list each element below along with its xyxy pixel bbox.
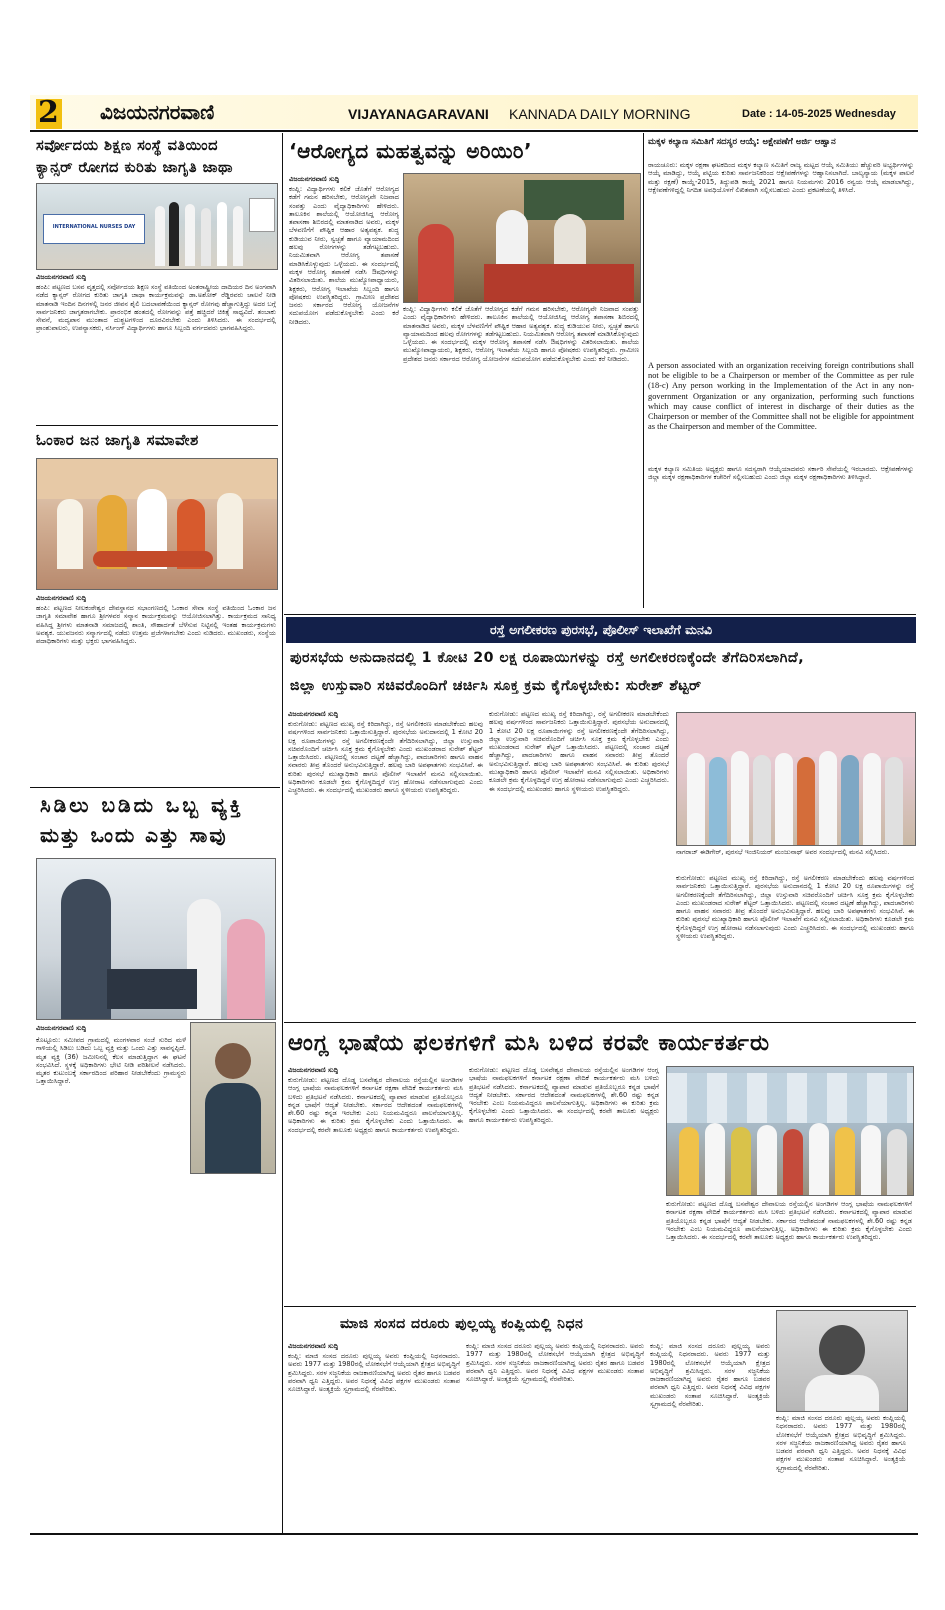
headline: ಓಂಕಾರ ಜನ ಜಾಗೃತಿ ಸಮಾವೇಶ (36, 431, 199, 449)
person-figure (863, 753, 881, 845)
person-figure (679, 1127, 699, 1195)
person-figure (57, 499, 83, 569)
article8-headline: ಮಾಜಿ ಸಂಸದ ದರೂರು ಪುಲ್ಲಯ್ಯ ಕಂಪ್ಲಿಯಲ್ಲಿ ನಿಧನ (340, 1316, 584, 1332)
person-figure (217, 493, 243, 569)
person-figure (757, 1125, 777, 1195)
person-figure (841, 755, 859, 845)
article-body-col3: ಕಂಪ್ಲಿ: ಮಾಜಿ ಸಂಸದ ದರೂರು ಪುಲ್ಲಯ್ಯ ಅವರು ಕಂಪ್ಲಿಯಲ್ಲಿ ನಿಧನರಾದರು. ಅವರು 1977 ಮತ್ತು 1980ರಲ್ಲಿ ಲೋಕಸಭೆಗೆ ಆಯ್ಕೆಯಾಗಿ ಕ್ಷೇತ್ರದ ಅಭಿವೃದ್ಧಿಗೆ ಶ್ರಮಿಸಿದ್ದರು. ಸರಳ ಸಜ್ಜನಿಕೆಯ ರಾಜಕಾರಣಿಯಾಗಿದ್ದ ಅವರು ರೈತರ ಹಾಗೂ ಬಡವರ ಪರವಾಗಿ ಧ್ವನಿ ಎತ್ತಿದ್ದರು. ಅವರ ನಿಧನಕ್ಕೆ ವಿವಿಧ ಪಕ್ಷಗಳ ಮುಖಂಡರು ಸಂತಾಪ ಸೂಚಿಸಿದ್ದಾರೆ. ಅಂತ್ಯಕ್ರಿಯೆ ಸ್ವಗ್ರಾಮದಲ್ಲಿ ನೆರವೇರಿತು. (650, 1342, 770, 1409)
article-divider (284, 1022, 916, 1023)
memorandum-photo (676, 712, 916, 846)
headline: ಮಕ್ಕಳ ಕಲ್ಯಾಣ ಸಮಿತಿಗೆ ಸದಸ್ಯರ ಆಯ್ಕೆ: ಅಕ್ಷೇಪಣೆಗೆ ಅರ್ಜಿ ಆಹ್ವಾನ (648, 137, 836, 147)
person-figure (217, 202, 227, 266)
byline: ವಿಜಯನಗರವಾಣಿ ಸುದ್ದಿ (288, 710, 339, 718)
hospital-photo (36, 858, 276, 1020)
column-rule-left (282, 133, 283, 1533)
article-divider (30, 787, 280, 788)
masthead-date: Date : 14-05-2025 Wednesday (742, 108, 896, 120)
article-lightning-death (36, 790, 278, 1540)
person-figure (783, 1129, 803, 1195)
person-figure (797, 757, 815, 845)
person-figure (887, 1129, 907, 1195)
person-figure (418, 224, 454, 302)
masthead-title-english: VIJAYANAGARAVANI (348, 106, 489, 122)
headline-line-2: ಕ್ಯಾನ್ಸರ್ ರೋಗದ ಕುರಿತು ಜಾಗೃತಿ ಜಾಥಾ (36, 160, 233, 176)
article-body-col1: ಕುರುಗೋಡು: ಪಟ್ಟಣದ ಮುಖ್ಯ ರಸ್ತೆ ಕಿರಿದಾಗಿದ್ದು, ರಸ್ತೆ ಅಗಲೀಕರಣ ಮಾಡಬೇಕೆಂದು ಹಲವು ವರ್ಷಗಳಿಂದ ಸಾರ್ವಜನಿಕರು ಒತ್ತಾಯಿಸುತ್ತಿದ್ದಾರೆ. ಪುರಸಭೆಯ ಅನುದಾನದಲ್ಲಿ 1 ಕೋಟಿ 20 ಲಕ್ಷ ರೂಪಾಯಿಗಳನ್ನು ರಸ್ತೆ ಅಗಲೀಕರಣಕ್ಕೆಂದೇ ತೆಗೆದಿರಿಸಲಾಗಿದ್ದು, ಜಿಲ್ಲಾ ಉಸ್ತುವಾರಿ ಸಚಿವರೊಂದಿಗೆ ಚರ್ಚಿಸಿ ಸೂಕ್ತ ಕ್ರಮ ಕೈಗೊಳ್ಳಬೇಕು ಎಂದು ಮುಖಂಡರಾದ ಸುರೇಶ್ ಶೆಟ್ಟರ್ ಒತ್ತಾಯಿಸಿದರು. ಪಟ್ಟಣದಲ್ಲಿ ಸಂಚಾರ ದಟ್ಟಣೆ ಹೆಚ್ಚಾಗಿದ್ದು, ಪಾದಚಾರಿಗಳು ಹಾಗೂ ವಾಹನ ಸವಾರರು ತೀವ್ರ ತೊಂದರೆ ಅನುಭವಿಸುತ್ತಿದ್ದಾರೆ. ಹಲವು ಬಾರಿ ಅಪಘಾತಗಳು ಸಂಭವಿಸಿವೆ. ಈ ಕುರಿತು ಪುರಸಭೆ ಮುಖ್ಯಾಧಿಕಾರಿ ಹಾಗೂ ಪೊಲೀಸ್ ಇಲಾಖೆಗೆ ಮನವಿ ಸಲ್ಲಿಸಲಾಯಿತು. ಅಧಿಕಾರಿಗಳು ಕೂಡಲೇ ಕ್ರಮ ಕೈಗೊಳ್ಳದಿದ್ದರೆ ಉಗ್ರ ಹೋರಾಟ ನಡೆಸಲಾಗುವುದು ಎಂದು ಎಚ್ಚರಿಸಿದರು. ಈ ಸಂದರ್ಭದಲ್ಲಿ ಮುಖಂಡರು ಹಾಗೂ ಸ್ಥಳೀಯರು ಉಪಸ್ಥಿತರಿದ್ದರು. (288, 720, 483, 795)
person-figure (705, 1123, 725, 1195)
person-figure (885, 757, 903, 845)
person-figure (169, 202, 179, 266)
shop-signboard (667, 1073, 913, 1123)
article-divider (284, 1306, 916, 1307)
byline: ವಿಜಯನಗರವಾಣಿ ಸುದ್ದಿ (36, 1024, 87, 1032)
masthead-tagline: KANNADA DAILY MORNING (509, 106, 691, 122)
health-camp-photo (403, 173, 641, 303)
headline-line-1: ಸರ್ವೋದಯ ಶಿಕ್ಷಣ ಸಂಸ್ಥೆ ವತಿಯಿಂದ (36, 138, 218, 154)
person-figure (809, 1123, 829, 1195)
article-health-importance (285, 133, 640, 613)
article7-headline: ಆಂಗ್ಲ ಭಾಷೆಯ ಫಲಕಗಳಿಗೆ ಮಸಿ ಬಳಿದ ಕರವೇ ಕಾರ್ಯಕರ್ತರು (288, 1030, 771, 1056)
article-body-col2: ಕುರುಗೋಡು: ಪಟ್ಟಣದ ದೊಡ್ಡ ಬಸವೇಶ್ವರ ದೇವಾಲಯ ರಸ್ತೆಯಲ್ಲಿನ ಅಂಗಡಿಗಳ ಆಂಗ್ಲ ಭಾಷೆಯ ನಾಮಫಲಕಗಳಿಗೆ ಕರ್ನಾಟಕ ರಕ್ಷಣಾ ವೇದಿಕೆ ಕಾರ್ಯಕರ್ತರು ಮಸಿ ಬಳಿದು ಪ್ರತಿಭಟನೆ ನಡೆಸಿದರು. ಕರ್ನಾಟಕದಲ್ಲಿ ವ್ಯಾಪಾರ ಮಾಡುವ ಪ್ರತಿಯೊಬ್ಬರೂ ಕನ್ನಡ ಭಾಷೆಗೆ ಆದ್ಯತೆ ನೀಡಬೇಕು. ಸರ್ಕಾರದ ಆದೇಶದಂತೆ ನಾಮಫಲಕಗಳಲ್ಲಿ ಶೇ.60 ರಷ್ಟು ಕನ್ನಡ ಇರಬೇಕು ಎಂಬ ನಿಯಮವಿದ್ದರೂ ಪಾಲನೆಯಾಗುತ್ತಿಲ್ಲ. ಅಧಿಕಾರಿಗಳು ಈ ಕುರಿತು ಕ್ರಮ ಕೈಗೊಳ್ಳಬೇಕು ಎಂದು ಒತ್ತಾಯಿಸಿದರು. ಈ ಸಂದರ್ಭದಲ್ಲಿ ಕರವೇ ತಾಲೂಕು ಅಧ್ಯಕ್ಷರು ಹಾಗೂ ಕಾರ್ಯಕರ್ತರು ಉಪಸ್ಥಿತರಿದ್ದರು. (469, 1066, 659, 1124)
person-figure (185, 204, 195, 266)
headline: ‘ಆರೋಗ್ಯದ ಮಹತ್ವವನ್ನು ಅರಿಯಿರಿ’ (289, 139, 533, 163)
masthead (30, 95, 918, 129)
article-body-col3: ಕುರುಗೋಡು: ಪಟ್ಟಣದ ಮುಖ್ಯ ರಸ್ತೆ ಕಿರಿದಾಗಿದ್ದು, ರಸ್ತೆ ಅಗಲೀಕರಣ ಮಾಡಬೇಕೆಂದು ಹಲವು ವರ್ಷಗಳಿಂದ ಸಾರ್ವಜನಿಕರು ಒತ್ತಾಯಿಸುತ್ತಿದ್ದಾರೆ. ಪುರಸಭೆಯ ಅನುದಾನದಲ್ಲಿ 1 ಕೋಟಿ 20 ಲಕ್ಷ ರೂಪಾಯಿಗಳನ್ನು ರಸ್ತೆ ಅಗಲೀಕರಣಕ್ಕೆಂದೇ ತೆಗೆದಿರಿಸಲಾಗಿದ್ದು, ಜಿಲ್ಲಾ ಉಸ್ತುವಾರಿ ಸಚಿವರೊಂದಿಗೆ ಚರ್ಚಿಸಿ ಸೂಕ್ತ ಕ್ರಮ ಕೈಗೊಳ್ಳಬೇಕು ಎಂದು ಮುಖಂಡರಾದ ಸುರೇಶ್ ಶೆಟ್ಟರ್ ಒತ್ತಾಯಿಸಿದರು. ಪಟ್ಟಣದಲ್ಲಿ ಸಂಚಾರ ದಟ್ಟಣೆ ಹೆಚ್ಚಾಗಿದ್ದು, ಪಾದಚಾರಿಗಳು ಹಾಗೂ ವಾಹನ ಸವಾರರು ತೀವ್ರ ತೊಂದರೆ ಅನುಭವಿಸುತ್ತಿದ್ದಾರೆ. ಹಲವು ಬಾರಿ ಅಪಘಾತಗಳು ಸಂಭವಿಸಿವೆ. ಈ ಕುರಿತು ಪುರಸಭೆ ಮುಖ್ಯಾಧಿಕಾರಿ ಹಾಗೂ ಪೊಲೀಸ್ ಇಲಾಖೆಗೆ ಮನವಿ ಸಲ್ಲಿಸಲಾಯಿತು. ಅಧಿಕಾರಿಗಳು ಕೂಡಲೇ ಕ್ರಮ ಕೈಗೊಳ್ಳದಿದ್ದರೆ ಉಗ್ರ ಹೋರಾಟ ನಡೆಸಲಾಗುವುದು ಎಂದು ಎಚ್ಚರಿಸಿದರು. ಈ ಸಂದರ್ಭದಲ್ಲಿ ಮುಖಂಡರು ಹಾಗೂ ಸ್ಥಳೀಯರು ಉಪಸ್ಥಿತರಿದ್ದರು. (676, 874, 914, 941)
person-body (205, 1083, 261, 1173)
page-number: 2 (38, 95, 59, 130)
banner-text: INTERNATIONAL NURSES DAY (52, 224, 136, 230)
byline: ವಿಜಯನಗರವಾಣಿ ಸುದ್ದಿ (36, 273, 87, 281)
article-divider (284, 614, 916, 615)
person-figure (731, 751, 749, 845)
article-body: ಹಂಪಿ: ಪಟ್ಟಣದ ಬಸವ ವೃತ್ತದಲ್ಲಿ ಸರ್ವೋದಯ ಶಿಕ್ಷಣ ಸಂಸ್ಥೆ ವತಿಯಿಂದ ಅಂತರಾಷ್ಟ್ರೀಯ ದಾದಿಯರ ದಿನ ಅಂಗವಾಗಿ ನಡೆದ ಕ್ಯಾನ್ಸರ್ ರೋಗದ ಕುರಿತು ಜಾಗೃತಿ ಜಾಥಾ ಕಾರ್ಯಕ್ರಮವನ್ನು ಡಾ.ಅಶೋಕ್ ರೆಡ್ಡಿರವರು ಚಾಲನೆ ನೀಡಿ ಮಾತನಾಡಿ ಇಂದಿನ ದಿನಗಳಲ್ಲಿ ಜನರ ಜೀವನ ಶೈಲಿ ಬದಲಾವಣೆಯಿಂದ ಕ್ಯಾನ್ಸರ್ ರೋಗವು ಹೆಚ್ಚಾಗುತ್ತಿದ್ದು ಅದರ ಬಗ್ಗೆ ಸಾರ್ವಜನಿಕರು ಜಾಗೃತರಾಗಬೇಕು. ಪ್ರಾರಂಭಿಕ ಹಂತದಲ್ಲಿ ರೋಗವನ್ನು ಪತ್ತೆ ಹಚ್ಚಿದರೆ ಚಿಕಿತ್ಸೆ ಸಾಧ್ಯವಿದೆ. ತಂಬಾಕು ಸೇವನೆ, ಮದ್ಯಪಾನ ಮುಂತಾದ ದುಶ್ಚಟಗಳಿಂದ ದೂರವಿರಬೇಕು ಎಂದು ತಿಳಿಸಿದರು. ಈ ಸಂದರ್ಭದಲ್ಲಿ ಪ್ರಾಂಶುಪಾಲರು, ಉಪನ್ಯಾಸಕರು, ನರ್ಸಿಂಗ್ ವಿದ್ಯಾರ್ಥಿಗಳು ಹಾಗೂ ಸಿಬ್ಬಂದಿ ವರ್ಗದವರು ಭಾಗವಹಿಸಿದ್ದರು. (36, 283, 276, 333)
article-body-english: A person associated with an organization receiving foreign contributions shall not be eligible to be a Chairperson or member of the Committee as per rule (18-c) Any person working in the Implementation of the Act in any non-government Organization or any organization, performing such functions which may cause conflict of interest in discharge of their duties as the Chairperson or member of the Committee shall not be eligible for appointment as the Chairperson and member of the Committee. (648, 361, 914, 432)
obituary-portrait (776, 1310, 908, 1412)
person-figure (835, 1127, 855, 1195)
person-figure (687, 753, 705, 845)
person-figure (709, 757, 727, 845)
person-figure (731, 1127, 751, 1195)
person-figure (496, 210, 528, 270)
person-figure (819, 751, 837, 845)
masthead-rule (30, 130, 918, 132)
article5-headline-line-2: ಜಿಲ್ಲಾ ಉಸ್ತುವಾರಿ ಸಚಿವರೊಂದಿಗೆ ಚರ್ಚಿಸಿ ಸೂಕ್ತ ಕ್ರಮ ಕೈಗೊಳ್ಳಬೇಕು: ಸುರೇಶ್ ಶೆಟ್ಟರ್ (290, 678, 702, 694)
table (484, 264, 634, 302)
rally-banner (43, 214, 145, 244)
person-figure (227, 919, 265, 1019)
article-child-welfare (648, 133, 916, 613)
byline: ವಿಜಯನಗರವಾಣಿ ಸುದ್ದಿ (36, 594, 87, 602)
person-figure (61, 879, 111, 1019)
article-body-col2: ಕಂಪ್ಲಿ: ಮಾಜಿ ಸಂಸದ ದರೂರು ಪುಲ್ಲಯ್ಯ ಅವರು ಕಂಪ್ಲಿಯಲ್ಲಿ ನಿಧನರಾದರು. ಅವರು 1977 ಮತ್ತು 1980ರಲ್ಲಿ ಲೋಕಸಭೆಗೆ ಆಯ್ಕೆಯಾಗಿ ಕ್ಷೇತ್ರದ ಅಭಿವೃದ್ಧಿಗೆ ಶ್ರಮಿಸಿದ್ದರು. ಸರಳ ಸಜ್ಜನಿಕೆಯ ರಾಜಕಾರಣಿಯಾಗಿದ್ದ ಅವರು ರೈತರ ಹಾಗೂ ಬಡವರ ಪರವಾಗಿ ಧ್ವನಿ ಎತ್ತಿದ್ದರು. ಅವರ ನಿಧನಕ್ಕೆ ವಿವಿಧ ಪಕ್ಷಗಳ ಮುಖಂಡರು ಸಂತಾಪ ಸೂಚಿಸಿದ್ದಾರೆ. ಅಂತ್ಯಕ್ರಿಯೆ ಸ್ವಗ್ರಾಮದಲ್ಲಿ ನೆರವೇರಿತು. (466, 1342, 644, 1384)
protest-photo (666, 1066, 914, 1196)
article-body-col1: ಕಂಪ್ಲಿ: ಮಾಜಿ ಸಂಸದ ದರೂರು ಪುಲ್ಲಯ್ಯ ಅವರು ಕಂಪ್ಲಿಯಲ್ಲಿ ನಿಧನರಾದರು. ಅವರು 1977 ಮತ್ತು 1980ರಲ್ಲಿ ಲೋಕಸಭೆಗೆ ಆಯ್ಕೆಯಾಗಿ ಕ್ಷೇತ್ರದ ಅಭಿವೃದ್ಧಿಗೆ ಶ್ರಮಿಸಿದ್ದರು. ಸರಳ ಸಜ್ಜನಿಕೆಯ ರಾಜಕಾರಣಿಯಾಗಿದ್ದ ಅವರು ರೈತರ ಹಾಗೂ ಬಡವರ ಪರವಾಗಿ ಧ್ವನಿ ಎತ್ತಿದ್ದರು. ಅವರ ನಿಧನಕ್ಕೆ ವಿವಿಧ ಪಕ್ಷಗಳ ಮುಖಂಡರು ಸಂತಾಪ ಸೂಚಿಸಿದ್ದಾರೆ. ಅಂತ್ಯಕ್ರಿಯೆ ಸ್ವಗ್ರಾಮದಲ್ಲಿ ನೆರವೇರಿತು. (288, 1352, 460, 1394)
article-body-kannada-2: ಮಕ್ಕಳ ಕಲ್ಯಾಣ ಸಮಿತಿಯ ಅಧ್ಯಕ್ಷರು ಹಾಗೂ ಸದಸ್ಯರಾಗಿ ಆಯ್ಕೆಯಾದವರು ಸರ್ಕಾರಿ ಸೇವೆಯಲ್ಲಿ ಇರಬಾರದು. ಆಕ್ಷೇಪಣೆಗಳನ್ನು ಜಿಲ್ಲಾ ಮಕ್ಕಳ ರಕ್ಷಣಾಧಿಕಾರಿಗಳ ಕಚೇರಿಗೆ ಸಲ್ಲಿಸಬಹುದು ಎಂದು ಜಿಲ್ಲಾ ಮಕ್ಕಳ ರಕ್ಷಣಾಧಿಕಾರಿಗಳು ತಿಳಿಸಿದ್ದಾರೆ. (648, 465, 914, 482)
person-head (215, 1043, 251, 1079)
byline: ವಿಜಯನಗರವಾಣಿ ಸುದ್ದಿ (289, 175, 340, 183)
person-body (805, 1375, 879, 1411)
photo-caption: ನಾಗರಾಜ್ ಈಡಿಗೇರ್, ಪುರಸಭೆ ಇಂಜಿನಿಯರ್ ಮಂಜುನಾಥ್ ಅವರ ಸಂದರ್ಭದಲ್ಲಿ ಮನವಿ ಸಲ್ಲಿಸಿದರು. (676, 848, 890, 856)
article-body-col1: ಕಂಪ್ಲಿ: ವಿದ್ಯಾರ್ಥಿಗಳು ಕಲಿಕೆ ಜೊತೆಗೆ ಆರೋಗ್ಯದ ಕಡೆಗೆ ಗಮನ ಹರಿಸಬೇಕು, ಆರೋಗ್ಯವೇ ನಿಜವಾದ ಸಂಪತ್ತು ಎಂದು ವೈದ್ಯಾಧಿಕಾರಿಗಳು ಹೇಳಿದರು. ತಾಲೂಕಿನ ಶಾಲೆಯಲ್ಲಿ ಆಯೋಜಿಸಿದ್ದ ಆರೋಗ್ಯ ತಪಾಸಣಾ ಶಿಬಿರದಲ್ಲಿ ಮಾತನಾಡಿದ ಅವರು, ಮಕ್ಕಳ ಬೆಳವಣಿಗೆಗೆ ಪೌಷ್ಟಿಕ ಆಹಾರ ಅತ್ಯವಶ್ಯಕ. ಶುದ್ಧ ಕುಡಿಯುವ ನೀರು, ಸ್ವಚ್ಛತೆ ಹಾಗೂ ವ್ಯಾಯಾಮದಿಂದ ಹಲವು ರೋಗಗಳನ್ನು ತಡೆಗಟ್ಟಬಹುದು. ನಿಯಮಿತವಾಗಿ ಆರೋಗ್ಯ ತಪಾಸಣೆ ಮಾಡಿಸಿಕೊಳ್ಳುವುದು ಒಳ್ಳೆಯದು. ಈ ಸಂದರ್ಭದಲ್ಲಿ ಮಕ್ಕಳ ಆರೋಗ್ಯ ತಪಾಸಣೆ ನಡೆಸಿ ಔಷಧಿಗಳನ್ನು ವಿತರಿಸಲಾಯಿತು. ಶಾಲೆಯ ಮುಖ್ಯೋಪಾಧ್ಯಾಯರು, ಶಿಕ್ಷಕರು, ಆರೋಗ್ಯ ಇಲಾಖೆಯ ಸಿಬ್ಬಂದಿ ಹಾಗೂ ಪೋಷಕರು ಉಪಸ್ಥಿತರಿದ್ದರು. ಗ್ರಾಮೀಣ ಪ್ರದೇಶದ ಜನರು ಸರ್ಕಾರದ ಆರೋಗ್ಯ ಯೋಜನೆಗಳ ಸದುಪಯೋಗ ಪಡೆದುಕೊಳ್ಳಬೇಕು ಎಂದು ಕರೆ ನೀಡಿದರು. (289, 185, 399, 326)
victim-portrait (190, 1022, 276, 1174)
article-body-kannada: ರಾಯಚೂರು: ಮಕ್ಕಳ ರಕ್ಷಣಾ ಘಟಕದಿಂದ ಮಕ್ಕಳ ಕಲ್ಯಾಣ ಸಮಿತಿಗೆ ರಾಜ್ಯ ಮಟ್ಟದ ಆಯ್ಕೆ ಸಮಿತಿಯು ಹೆಚ್ಚುವರಿ ಅಭ್ಯರ್ಥಿಗಳನ್ನು ಆಯ್ಕೆ ಮಾಡಿದ್ದು, ಆಯ್ಕೆ ಪಟ್ಟಿಯ ಕುರಿತು ಸಾರ್ವಜನಿಕರಿಂದ ಆಕ್ಷೇಪಣೆಗಳನ್ನು ಆಹ್ವಾನಿಸಲಾಗಿದೆ. ಬಾಲ್ಯನ್ಯಾಯ (ಮಕ್ಕಳ ಪಾಲನೆ ಮತ್ತು ರಕ್ಷಣೆ) ಕಾಯ್ದೆ-2015, ತಿದ್ದುಪಡಿ ಕಾಯ್ದೆ 2021 ಹಾಗೂ ನಿಯಮಗಳು 2016 ರನ್ವಯ ಆಯ್ಕೆ ಮಾಡಲಾಗಿದ್ದು, ಆಕ್ಷೇಪಣೆಗಳಿದ್ದಲ್ಲಿ ನಿಗದಿತ ಅವಧಿಯೊಳಗೆ ಲಿಖಿತವಾಗಿ ಸಲ್ಲಿಸಬಹುದು ಎಂದು ಪ್ರಕಟಣೆಯಲ್ಲಿ ತಿಳಿಸಿದೆ. (648, 161, 914, 194)
article-obituary (286, 1340, 916, 1530)
person-figure (155, 206, 165, 266)
building-wall (677, 713, 915, 757)
kicker-text: ರಸ್ತೆ ಅಗಲೀಕರಣ ಪುರಸಭೆ, ಪೊಲೀಸ್ ಇಲಾಖೆಗೆ ಮನವಿ (489, 622, 713, 637)
kicker-bar (286, 617, 916, 643)
article-body: ಹಂಪಿ: ಪಟ್ಟಣದ ನೀಲಕಂಠೇಶ್ವರ ದೇವಸ್ಥಾನದ ಸಭಾಂಗಣದಲ್ಲಿ ಓಂಕಾರ ಸೇವಾ ಸಂಸ್ಥೆ ವತಿಯಿಂದ ಓಂಕಾರ ಜನ ಜಾಗೃತಿ ಸಮಾವೇಶ ಹಾಗೂ ಶ್ರೀಗಳವರ ಸನ್ಮಾನ ಕಾರ್ಯಕ್ರಮವನ್ನು ಆಯೋಜಿಸಲಾಗಿತ್ತು. ಕಾರ್ಯಕ್ರಮದ ಸಾನಿಧ್ಯ ವಹಿಸಿದ್ದ ಶ್ರೀಗಳು ಮಾತನಾಡಿ ಸಮಾಜದಲ್ಲಿ ಶಾಂತಿ, ಸೌಹಾರ್ದತೆ ಬೆಳೆಸುವ ನಿಟ್ಟಿನಲ್ಲಿ ಇಂತಹ ಕಾರ್ಯಕ್ರಮಗಳು ಅವಶ್ಯಕ. ಯುವಜನರು ಸನ್ಮಾರ್ಗದಲ್ಲಿ ನಡೆದು ಉತ್ತಮ ಪ್ರಜೆಗಳಾಗಬೇಕು ಎಂದು ನುಡಿದರು. ಮುಖಂಡರು, ಸಂಸ್ಥೆಯ ಪದಾಧಿಕಾರಿಗಳು ಮತ್ತು ಭಕ್ತರು ಭಾಗವಹಿಸಿದ್ದರು. (36, 604, 276, 646)
rally-photo (36, 183, 278, 270)
article-body-col2: ಕಂಪ್ಲಿ: ವಿದ್ಯಾರ್ಥಿಗಳು ಕಲಿಕೆ ಜೊತೆಗೆ ಆರೋಗ್ಯದ ಕಡೆಗೆ ಗಮನ ಹರಿಸಬೇಕು, ಆರೋಗ್ಯವೇ ನಿಜವಾದ ಸಂಪತ್ತು ಎಂದು ವೈದ್ಯಾಧಿಕಾರಿಗಳು ಹೇಳಿದರು. ತಾಲೂಕಿನ ಶಾಲೆಯಲ್ಲಿ ಆಯೋಜಿಸಿದ್ದ ಆರೋಗ್ಯ ತಪಾಸಣಾ ಶಿಬಿರದಲ್ಲಿ ಮಾತನಾಡಿದ ಅವರು, ಮಕ್ಕಳ ಬೆಳವಣಿಗೆಗೆ ಪೌಷ್ಟಿಕ ಆಹಾರ ಅತ್ಯವಶ್ಯಕ. ಶುದ್ಧ ಕುಡಿಯುವ ನೀರು, ಸ್ವಚ್ಛತೆ ಹಾಗೂ ವ್ಯಾಯಾಮದಿಂದ ಹಲವು ರೋಗಗಳನ್ನು ತಡೆಗಟ್ಟಬಹುದು. ನಿಯಮಿತವಾಗಿ ಆರೋಗ್ಯ ತಪಾಸಣೆ ಮಾಡಿಸಿಕೊಳ್ಳುವುದು ಒಳ್ಳೆಯದು. ಈ ಸಂದರ್ಭದಲ್ಲಿ ಮಕ್ಕಳ ಆರೋಗ್ಯ ತಪಾಸಣೆ ನಡೆಸಿ ಔಷಧಿಗಳನ್ನು ವಿತರಿಸಲಾಯಿತು. ಶಾಲೆಯ ಮುಖ್ಯೋಪಾಧ್ಯಾಯರು, ಶಿಕ್ಷಕರು, ಆರೋಗ್ಯ ಇಲಾಖೆಯ ಸಿಬ್ಬಂದಿ ಹಾಗೂ ಪೋಷಕರು ಉಪಸ್ಥಿತರಿದ್ದರು. ಗ್ರಾಮೀಣ ಪ್ರದೇಶದ ಜನರು ಸರ್ಕಾರದ ಆರೋಗ್ಯ ಯೋಜನೆಗಳ ಸದುಪಯೋಗ ಪಡೆದುಕೊಳ್ಳಬೇಕು ಎಂದು ಕರೆ ನೀಡಿದರು. (403, 305, 639, 363)
person-figure (201, 208, 211, 266)
person-figure (775, 753, 793, 845)
placard (249, 198, 275, 232)
headline-line-1: ಸಿಡಿಲು ಬಡಿದು ಒಬ್ಬ ವ್ಯಕ್ತಿ (40, 793, 244, 817)
person-figure (233, 206, 243, 266)
person-figure (753, 755, 771, 845)
masthead-title-kannada: ವಿಜಯನಗರವಾಣಿ (100, 100, 215, 124)
person-head (819, 1325, 865, 1375)
headline-line-2: ಮತ್ತು ಒಂದು ಎತ್ತು ಸಾವು (40, 823, 228, 847)
hospital-bed (107, 969, 197, 1009)
article-body-col2: ಕುರುಗೋಡು: ಪಟ್ಟಣದ ಮುಖ್ಯ ರಸ್ತೆ ಕಿರಿದಾಗಿದ್ದು, ರಸ್ತೆ ಅಗಲೀಕರಣ ಮಾಡಬೇಕೆಂದು ಹಲವು ವರ್ಷಗಳಿಂದ ಸಾರ್ವಜನಿಕರು ಒತ್ತಾಯಿಸುತ್ತಿದ್ದಾರೆ. ಪುರಸಭೆಯ ಅನುದಾನದಲ್ಲಿ 1 ಕೋಟಿ 20 ಲಕ್ಷ ರೂಪಾಯಿಗಳನ್ನು ರಸ್ತೆ ಅಗಲೀಕರಣಕ್ಕೆಂದೇ ತೆಗೆದಿರಿಸಲಾಗಿದ್ದು, ಜಿಲ್ಲಾ ಉಸ್ತುವಾರಿ ಸಚಿವರೊಂದಿಗೆ ಚರ್ಚಿಸಿ ಸೂಕ್ತ ಕ್ರಮ ಕೈಗೊಳ್ಳಬೇಕು ಎಂದು ಮುಖಂಡರಾದ ಸುರೇಶ್ ಶೆಟ್ಟರ್ ಒತ್ತಾಯಿಸಿದರು. ಪಟ್ಟಣದಲ್ಲಿ ಸಂಚಾರ ದಟ್ಟಣೆ ಹೆಚ್ಚಾಗಿದ್ದು, ಪಾದಚಾರಿಗಳು ಹಾಗೂ ವಾಹನ ಸವಾರರು ತೀವ್ರ ತೊಂದರೆ ಅನುಭವಿಸುತ್ತಿದ್ದಾರೆ. ಹಲವು ಬಾರಿ ಅಪಘಾತಗಳು ಸಂಭವಿಸಿವೆ. ಈ ಕುರಿತು ಪುರಸಭೆ ಮುಖ್ಯಾಧಿಕಾರಿ ಹಾಗೂ ಪೊಲೀಸ್ ಇಲಾಖೆಗೆ ಮನವಿ ಸಲ್ಲಿಸಲಾಯಿತು. ಅಧಿಕಾರಿಗಳು ಕೂಡಲೇ ಕ್ರಮ ಕೈಗೊಳ್ಳದಿದ್ದರೆ ಉಗ್ರ ಹೋರಾಟ ನಡೆಸಲಾಗುವುದು ಎಂದು ಎಚ್ಚರಿಸಿದರು. ಈ ಸಂದರ್ಭದಲ್ಲಿ ಮುಖಂಡರು ಹಾಗೂ ಸ್ಥಳೀಯರು ಉಪಸ್ಥಿತರಿದ್ದರು. (489, 710, 669, 793)
column-rule-right (643, 133, 644, 608)
garland (93, 551, 213, 567)
article-body-col4: ಕಂಪ್ಲಿ: ಮಾಜಿ ಸಂಸದ ದರೂರು ಪುಲ್ಲಯ್ಯ ಅವರು ಕಂಪ್ಲಿಯಲ್ಲಿ ನಿಧನರಾದರು. ಅವರು 1977 ಮತ್ತು 1980ರಲ್ಲಿ ಲೋಕಸಭೆಗೆ ಆಯ್ಕೆಯಾಗಿ ಕ್ಷೇತ್ರದ ಅಭಿವೃದ್ಧಿಗೆ ಶ್ರಮಿಸಿದ್ದರು. ಸರಳ ಸಜ್ಜನಿಕೆಯ ರಾಜಕಾರಣಿಯಾಗಿದ್ದ ಅವರು ರೈತರ ಹಾಗೂ ಬಡವರ ಪರವಾಗಿ ಧ್ವನಿ ಎತ್ತಿದ್ದರು. ಅವರ ನಿಧನಕ್ಕೆ ವಿವಿಧ ಪಕ್ಷಗಳ ಮುಖಂಡರು ಸಂತಾಪ ಸೂಚಿಸಿದ್ದಾರೆ. ಅಂತ್ಯಕ್ರಿಯೆ ಸ್ವಗ್ರಾಮದಲ್ಲಿ ನೆರವೇರಿತು. (776, 1414, 906, 1472)
article-body: ಕೊಟ್ಟೂರು: ಸಮೀಪದ ಗ್ರಾಮದಲ್ಲಿ ಮಂಗಳವಾರ ಸಂಜೆ ಸುರಿದ ಮಳೆ ಗಾಳಿಯಲ್ಲಿ ಸಿಡಿಲು ಬಡಿದು ಒಬ್ಬ ವ್ಯಕ್ತಿ ಮತ್ತು ಒಂದು ಎತ್ತು ಸಾವನ್ನಪ್ಪಿದೆ. ಮೃತ ವ್ಯಕ್ತಿ (36) ಜಮೀನಿನಲ್ಲಿ ಕೆಲಸ ಮಾಡುತ್ತಿದ್ದಾಗ ಈ ಘಟನೆ ಸಂಭವಿಸಿದೆ. ಸ್ಥಳಕ್ಕೆ ಅಧಿಕಾರಿಗಳು ಭೇಟಿ ನೀಡಿ ಪರಿಶೀಲನೆ ನಡೆಸಿದರು. ಮೃತರ ಕುಟುಂಬಕ್ಕೆ ಸರ್ಕಾರದಿಂದ ಪರಿಹಾರ ನೀಡಬೇಕೆಂದು ಗ್ರಾಮಸ್ಥರು ಒತ್ತಾಯಿಸಿದ್ದಾರೆ. (36, 1036, 186, 1086)
article-body-col1: ಕುರುಗೋಡು: ಪಟ್ಟಣದ ದೊಡ್ಡ ಬಸವೇಶ್ವರ ದೇವಾಲಯ ರಸ್ತೆಯಲ್ಲಿನ ಅಂಗಡಿಗಳ ಆಂಗ್ಲ ಭಾಷೆಯ ನಾಮಫಲಕಗಳಿಗೆ ಕರ್ನಾಟಕ ರಕ್ಷಣಾ ವೇದಿಕೆ ಕಾರ್ಯಕರ್ತರು ಮಸಿ ಬಳಿದು ಪ್ರತಿಭಟನೆ ನಡೆಸಿದರು. ಕರ್ನಾಟಕದಲ್ಲಿ ವ್ಯಾಪಾರ ಮಾಡುವ ಪ್ರತಿಯೊಬ್ಬರೂ ಕನ್ನಡ ಭಾಷೆಗೆ ಆದ್ಯತೆ ನೀಡಬೇಕು. ಸರ್ಕಾರದ ಆದೇಶದಂತೆ ನಾಮಫಲಕಗಳಲ್ಲಿ ಶೇ.60 ರಷ್ಟು ಕನ್ನಡ ಇರಬೇಕು ಎಂಬ ನಿಯಮವಿದ್ದರೂ ಪಾಲನೆಯಾಗುತ್ತಿಲ್ಲ. ಅಧಿಕಾರಿಗಳು ಈ ಕುರಿತು ಕ್ರಮ ಕೈಗೊಳ್ಳಬೇಕು ಎಂದು ಒತ್ತಾಯಿಸಿದರು. ಈ ಸಂದರ್ಭದಲ್ಲಿ ಕರವೇ ತಾಲೂಕು ಅಧ್ಯಕ್ಷರು ಹಾಗೂ ಕಾರ್ಯಕರ್ತರು ಉಪಸ್ಥಿತರಿದ್ದರು. (288, 1076, 463, 1134)
byline: ವಿಜಯನಗರವಾಣಿ ಸುದ್ದಿ (288, 1066, 339, 1074)
page-bottom-rule (30, 1533, 918, 1535)
person-figure (861, 1125, 881, 1195)
article-karave-protest (286, 1064, 916, 1314)
article-body-col3: ಕುರುಗೋಡು: ಪಟ್ಟಣದ ದೊಡ್ಡ ಬಸವೇಶ್ವರ ದೇವಾಲಯ ರಸ್ತೆಯಲ್ಲಿನ ಅಂಗಡಿಗಳ ಆಂಗ್ಲ ಭಾಷೆಯ ನಾಮಫಲಕಗಳಿಗೆ ಕರ್ನಾಟಕ ರಕ್ಷಣಾ ವೇದಿಕೆ ಕಾರ್ಯಕರ್ತರು ಮಸಿ ಬಳಿದು ಪ್ರತಿಭಟನೆ ನಡೆಸಿದರು. ಕರ್ನಾಟಕದಲ್ಲಿ ವ್ಯಾಪಾರ ಮಾಡುವ ಪ್ರತಿಯೊಬ್ಬರೂ ಕನ್ನಡ ಭಾಷೆಗೆ ಆದ್ಯತೆ ನೀಡಬೇಕು. ಸರ್ಕಾರದ ಆದೇಶದಂತೆ ನಾಮಫಲಕಗಳಲ್ಲಿ ಶೇ.60 ರಷ್ಟು ಕನ್ನಡ ಇರಬೇಕು ಎಂಬ ನಿಯಮವಿದ್ದರೂ ಪಾಲನೆಯಾಗುತ್ತಿಲ್ಲ. ಅಧಿಕಾರಿಗಳು ಈ ಕುರಿತು ಕ್ರಮ ಕೈಗೊಳ್ಳಬೇಕು ಎಂದು ಒತ್ತಾಯಿಸಿದರು. ಈ ಸಂದರ್ಭದಲ್ಲಿ ಕರವೇ ತಾಲೂಕು ಅಧ್ಯಕ್ಷರು ಹಾಗೂ ಕಾರ್ಯಕರ್ತರು ಉಪಸ್ಥಿತರಿದ್ದರು. (666, 1200, 912, 1242)
article-road-widening (286, 706, 916, 1016)
article5-headline-line-1: ಪುರಸಭೆಯ ಅನುದಾನದಲ್ಲಿ 1 ಕೋಟಿ 20 ಲಕ್ಷ ರೂಪಾಯಿಗಳನ್ನು ರಸ್ತೆ ಅಗಲೀಕರಣಕ್ಕೆಂದೇ ತೆಗೆದಿರಿಸಲಾಗಿದೆ, (290, 650, 805, 666)
samavesha-photo (36, 458, 278, 590)
article-omkara-samavesha (36, 428, 278, 783)
article-divider (36, 425, 278, 426)
byline: ವಿಜಯನಗರವಾಣಿ ಸುದ್ದಿ (288, 1342, 339, 1350)
